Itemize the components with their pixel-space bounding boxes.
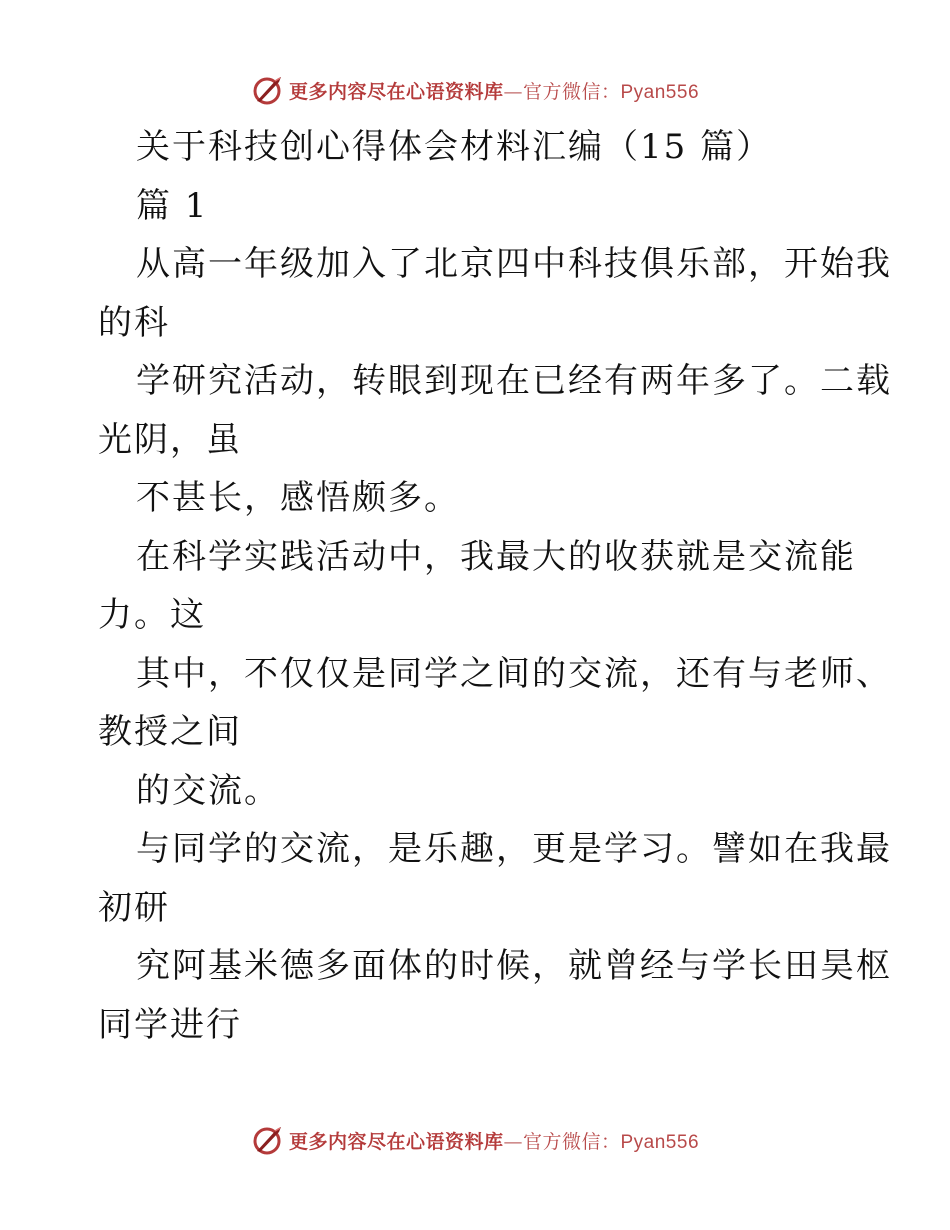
header-banner [0,70,950,110]
banner-slogan: 更多内容尽在心语资料库 [288,1130,504,1153]
paragraph-line: 初研 [98,887,170,928]
banner-separator: — [503,80,523,103]
paragraph-line: 力。这 [98,595,206,635]
wechat-id: Pyan556 [620,81,700,103]
paragraph-line: 不甚长，感悟颇多。 [136,478,460,518]
paragraph-line: 从高一年级加入了北京四中科技俱乐部，开始我 [136,244,892,284]
paragraph-line: 在科学实践活动中，我最大的收获就是交流能 [136,536,856,577]
document-title: 关于科技创心得体会材料汇编（15 篇） [136,127,773,167]
paragraph-line: 究阿基米德多面体的时候，就曾经与学长田昊枢 [136,946,892,986]
paragraph-line: 光阴，虽 [98,419,242,460]
paragraph-line: 同学进行 [98,1004,242,1045]
quill-pen-logo-icon [251,1123,285,1157]
footer-banner [0,1120,950,1160]
document-body [98,118,892,1054]
paragraph-line: 其中，不仅仅是同学之间的交流，还有与老师、 [136,653,892,694]
paragraph-line: 的科 [98,302,170,343]
paragraph-line: 的交流。 [136,770,280,811]
wechat-label: 官方微信： [522,80,621,103]
banner-slogan: 更多内容尽在心语资料库 [288,80,504,103]
wechat-label: 官方微信： [522,1130,621,1153]
banner-separator: — [503,1130,523,1153]
paragraph-line: 学研究活动，转眼到现在已经有两年多了。二载 [136,361,892,401]
section-heading: 篇 1 [136,185,209,226]
header-banner-text [289,77,699,104]
paragraph-line: 与同学的交流，是乐趣，更是学习。譬如在我最 [136,829,892,869]
wechat-id: Pyan556 [620,1131,700,1153]
quill-pen-logo-icon [251,73,285,107]
footer-banner-text [289,1127,699,1154]
paragraph-line: 教授之间 [98,712,242,752]
